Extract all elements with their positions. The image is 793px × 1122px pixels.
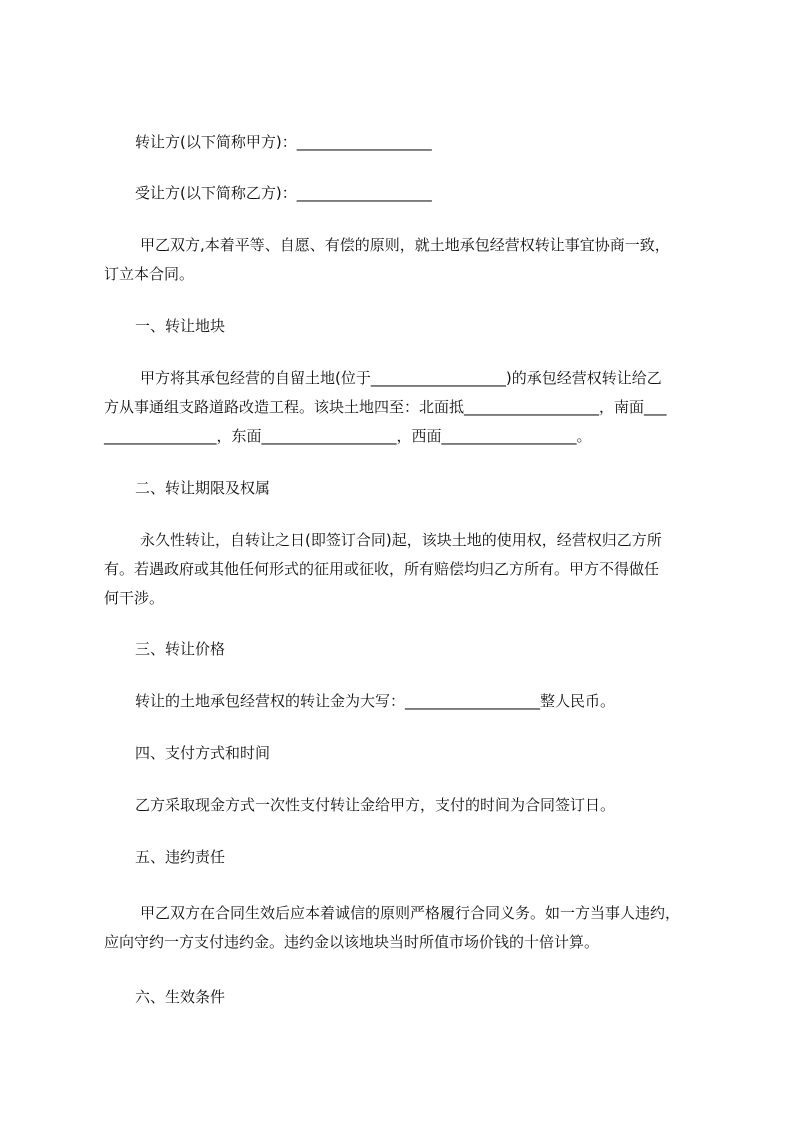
section-2-line-3: 何干涉。	[104, 589, 165, 607]
section-1-line-3: _______________，东面__________________，西面__________________。	[104, 427, 592, 445]
intro-line-2: 订立本合同。	[104, 265, 195, 283]
section-3-title: 三、转让价格	[135, 640, 226, 658]
section-2-title: 二、转让期限及权属	[135, 479, 271, 497]
section-4-line-1: 乙方采取现金方式一次性支付转让金给甲方，支付的时间为合同签订日。	[135, 796, 616, 814]
section-2-line-2: 有。若遇政府或其他任何形式的征用或征收，所有赔偿均归乙方所有。甲方不得做任	[104, 560, 660, 578]
section-1-title: 一、转让地块	[135, 317, 226, 335]
section-5-title: 五、违约责任	[135, 848, 226, 866]
section-5-line-1: 甲乙双方在合同生效后应本着诚信的原则严格履行合同义务。如一方当事人违约，	[140, 904, 681, 922]
section-3-line-1: 转让的土地承包经营权的转让金为大写：__________________整人民币。	[135, 692, 616, 710]
transferee-line: 受让方(以下简称乙方)：__________________	[135, 184, 432, 202]
section-6-title: 六、生效条件	[135, 988, 226, 1006]
section-5-line-2: 应向守约一方支付违约金。违约金以该地块当时所值市场价钱的十倍计算。	[104, 933, 600, 951]
section-1-line-2: 方从事通组支路道路改造工程。该块土地四至：北面抵__________________，南面___	[104, 398, 667, 416]
intro-line-1: 甲乙双方,本着平等、自愿、有偿的原则，就土地承包经营权转让事宜协商一致，	[140, 236, 670, 254]
section-2-line-1: 永久性转让，自转让之日(即签订合同)起，该块土地的使用权，经营权归乙方所	[140, 531, 662, 549]
section-1-line-1: 甲方将其承包经营的自留土地(位于__________________)的承包经营权转让给乙	[140, 369, 662, 387]
transferor-line: 转让方(以下简称甲方)：__________________	[135, 133, 432, 151]
section-4-title: 四、支付方式和时间	[135, 744, 271, 762]
